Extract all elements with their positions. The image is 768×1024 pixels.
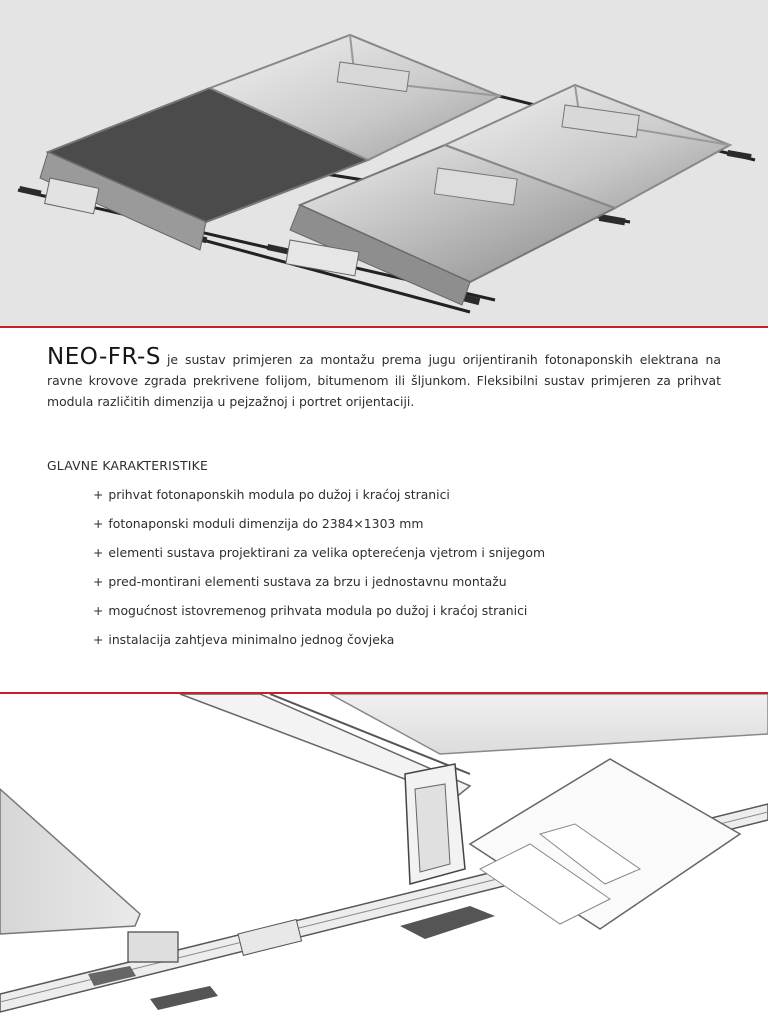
plus-bullet: + [93, 545, 104, 560]
plus-bullet: + [93, 516, 104, 531]
list-item: + elementi sustava projektirani za velika opterećenja vjetrom i snijegom [93, 545, 546, 560]
list-item: + mogućnost istovremenog prihvata modula po dužoj i kraćoj stranici [93, 603, 528, 618]
product-name: NEO-FR-S [47, 344, 161, 370]
description-text: je sustav primjeren za montažu prema jugu orijentiranih fotonaponskih elektrana na ravne krovove zgrada prekrivene folijom, bitumenom ili šljunkom. Fleksibilni sustav primjeren za prihvat modula različitih dimenzija u pejzažnoj i portret orijentaciji. [47, 352, 721, 409]
plus-bullet: + [93, 603, 104, 618]
mounting-detail-render [0, 694, 768, 1024]
plus-bullet: + [93, 574, 104, 589]
top-divider-rule [0, 326, 768, 328]
system-overview-illustration [0, 0, 768, 326]
mounting-system-render [0, 0, 768, 326]
plus-bullet: + [93, 487, 104, 502]
list-item: + instalacija zahtjeva minimalno jednog čovjeka [93, 632, 395, 647]
plus-bullet: + [93, 632, 104, 647]
list-item: + pred-montirani elementi sustava za brzu i jednostavnu montažu [93, 574, 507, 589]
list-item: + prihvat fotonaponskih modula po dužoj i kraćoj stranici [93, 487, 450, 502]
product-description [47, 344, 721, 412]
feature-list [93, 486, 545, 660]
features-heading: GLAVNE KARAKTERISTIKE [47, 458, 209, 473]
detail-illustration [0, 694, 768, 1024]
list-item: + fotonaponski moduli dimenzija do 2384×1303 mm [93, 516, 424, 531]
